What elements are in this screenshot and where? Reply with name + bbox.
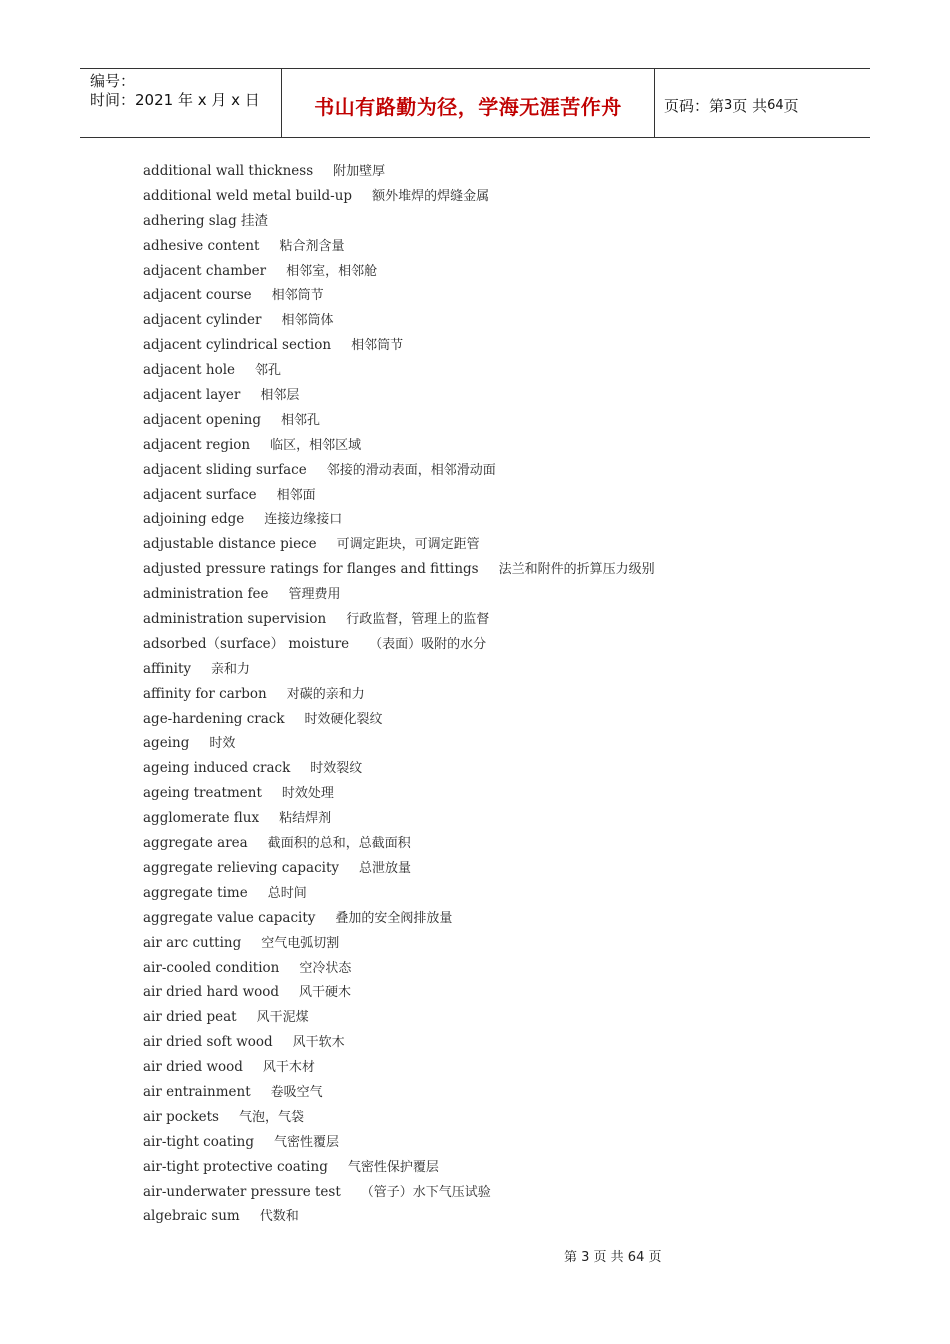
entry-term-en: air dried hard wood [143,984,280,1001]
entry-term-en: air dried soft wood [143,1034,273,1051]
glossary-entry [143,458,823,483]
glossary-entry [143,731,823,756]
glossary-entry [143,707,823,732]
glossary-entry [143,980,823,1005]
entry-term-cn: 相邻筒节 [271,288,324,304]
entry-term-en: adhering slag 挂渣 [143,212,269,229]
glossary-entry [143,881,823,906]
document-date: 时间：2021 年 x 月 x 日 [90,91,260,109]
page-current: 3 [724,97,733,113]
entry-term-cn: 气密性保护覆层 [347,1159,439,1175]
page-mid: 页 共 [732,96,768,115]
glossary-entry [143,682,823,707]
header-meta [80,69,282,137]
page-footer: 第 3 页 共 64 页 [564,1250,662,1265]
glossary-entry [143,308,823,333]
glossary-entry [143,159,823,184]
entry-term-en: adjustable distance piece [143,536,317,553]
entry-term-en: adsorbed（surface） moisture [143,635,350,652]
page-header [80,68,870,138]
entry-term-en: affinity for carbon [143,685,267,702]
glossary-entry [143,1080,823,1105]
entry-term-cn: 额外堆焊的焊缝金属 [372,188,490,204]
entry-term-cn: 风干木材 [262,1060,315,1076]
glossary-entry [143,483,823,508]
page-total: 64 [767,97,784,113]
entry-term-cn: 空气电弧切割 [261,935,340,951]
entry-term-en: adjacent surface [143,486,257,503]
entry-term-cn: 连接边缘接口 [264,512,343,528]
entry-term-en: algebraic sum [143,1208,240,1225]
entry-term-en: air-underwater pressure test [143,1183,341,1200]
entry-term-en: adjacent opening [143,411,261,428]
entry-term-cn: 亲和力 [211,661,251,677]
entry-term-cn: 代数和 [259,1209,299,1225]
glossary-entry [143,1030,823,1055]
glossary-entry [143,433,823,458]
entry-term-cn: 时效 [209,736,236,752]
entry-term-en: adjacent cylindrical section [143,337,332,354]
entry-term-en: ageing induced crack [143,760,291,777]
entry-term-en: adhesive content [143,237,260,254]
document-number-label: 编号： [90,72,136,90]
glossary-list [143,159,823,1229]
entry-term-cn: 风干软木 [292,1035,345,1051]
glossary-entry [143,1055,823,1080]
entry-term-en: air dried peat [143,1009,237,1026]
glossary-entry [143,532,823,557]
entry-term-cn: 总时间 [267,885,307,901]
glossary-entry [143,209,823,234]
header-motto: 书山有路勤为径，学海无涯苦作舟 [282,69,655,137]
entry-term-cn: 气密性覆层 [274,1134,340,1150]
entry-term-en: air entrainment [143,1083,251,1100]
glossary-entry [143,259,823,284]
entry-term-cn: 管理费用 [288,587,341,603]
entry-term-en: agglomerate flux [143,810,260,827]
entry-term-en: air pockets [143,1108,219,1125]
page-suffix: 页 [783,96,799,115]
glossary-entry [143,1005,823,1030]
entry-term-cn: 风干硬木 [299,985,352,1001]
entry-term-cn: 截面积的总和，总截面积 [267,836,411,852]
entry-term-en: adjacent sliding surface [143,461,307,478]
glossary-entry [143,1180,823,1205]
glossary-entry [143,1130,823,1155]
entry-term-cn: 附加壁厚 [333,164,386,179]
entry-term-en: age-hardening crack [143,710,285,727]
entry-term-cn: 卷吸空气 [270,1084,323,1100]
glossary-entry [143,756,823,781]
glossary-entry [143,657,823,682]
entry-term-cn: 相邻面 [276,487,316,503]
entry-term-en: administration fee [143,586,269,603]
glossary-entry [143,632,823,657]
glossary-entry [143,906,823,931]
glossary-entry [143,283,823,308]
glossary-entry [143,956,823,981]
entry-term-cn: （表面）吸附的水分 [369,636,487,652]
glossary-entry [143,1204,823,1229]
entry-term-cn: 粘合剂含量 [279,238,345,254]
page-prefix: 页码：第 [664,96,725,115]
entry-term-cn: 相邻筒体 [281,313,334,329]
entry-term-cn: 气泡，气袋 [238,1109,304,1125]
glossary-entry [143,557,823,582]
glossary-entry [143,806,823,831]
glossary-entry [143,383,823,408]
entry-term-en: adjacent chamber [143,262,267,279]
entry-term-en: adjusted pressure ratings for flanges and fittings [143,561,479,578]
entry-term-en: adjacent cylinder [143,312,262,329]
entry-term-cn: （管子）水下气压试验 [360,1184,491,1200]
glossary-entry [143,333,823,358]
entry-term-en: adjacent hole [143,362,236,379]
entry-term-cn: 行政监督，管理上的监督 [346,612,490,628]
entry-term-cn: 相邻室，相邻舱 [286,263,378,279]
entry-term-en: air-tight protective coating [143,1158,328,1175]
entry-term-cn: 临区，相邻区域 [270,437,362,453]
entry-term-en: adjacent layer [143,387,241,404]
entry-term-en: aggregate area [143,835,248,852]
entry-term-cn: 相邻孔 [281,412,321,428]
entry-term-cn: 法兰和附件的折算压力级别 [498,562,655,578]
glossary-entry [143,408,823,433]
entry-term-cn: 时效裂纹 [310,761,363,777]
glossary-entry [143,184,823,209]
entry-term-cn: 可调定距块，可调定距管 [336,537,480,553]
entry-term-cn: 相邻筒节 [351,338,404,354]
glossary-entry [143,1105,823,1130]
glossary-entry [143,831,823,856]
entry-term-cn: 空冷状态 [299,960,352,976]
entry-term-en: administration supervision [143,611,327,628]
entry-term-en: air-tight coating [143,1133,254,1150]
entry-term-cn: 邻孔 [255,363,282,379]
header-page-info [655,69,870,137]
entry-term-cn: 相邻层 [260,388,300,404]
glossary-entry [143,234,823,259]
entry-term-cn: 粘结焊剂 [279,811,332,827]
entry-term-cn: 风干泥煤 [256,1010,309,1026]
entry-term-en: air dried wood [143,1059,243,1076]
entry-term-cn: 叠加的安全阀排放量 [335,910,453,926]
entry-term-en: air-cooled condition [143,959,280,976]
entry-term-en: air arc cutting [143,934,242,951]
entry-term-en: adjacent course [143,287,252,304]
entry-term-cn: 总泄放量 [359,860,412,876]
entry-term-cn: 对碳的亲和力 [286,686,365,702]
entry-term-en: additional wall thickness [143,163,314,179]
glossary-entry [143,1155,823,1180]
entry-term-en: affinity [143,660,192,677]
entry-term-en: adjoining edge [143,511,245,528]
entry-term-en: aggregate relieving capacity [143,859,340,876]
glossary-entry [143,931,823,956]
glossary-entry [143,856,823,881]
entry-term-cn: 时效硬化裂纹 [304,711,383,727]
entry-term-cn: 邻接的滑动表面，相邻滑动面 [326,462,496,478]
glossary-entry [143,607,823,632]
entry-term-cn: 时效处理 [281,786,334,802]
glossary-entry [143,781,823,806]
entry-term-en: additional weld metal build-up [143,187,353,204]
entry-term-en: ageing [143,735,190,752]
glossary-entry [143,507,823,532]
entry-term-en: aggregate value capacity [143,909,316,926]
entry-term-en: aggregate time [143,884,248,901]
entry-term-en: ageing treatment [143,785,262,802]
glossary-entry [143,358,823,383]
entry-term-en: adjacent region [143,436,251,453]
glossary-entry [143,582,823,607]
